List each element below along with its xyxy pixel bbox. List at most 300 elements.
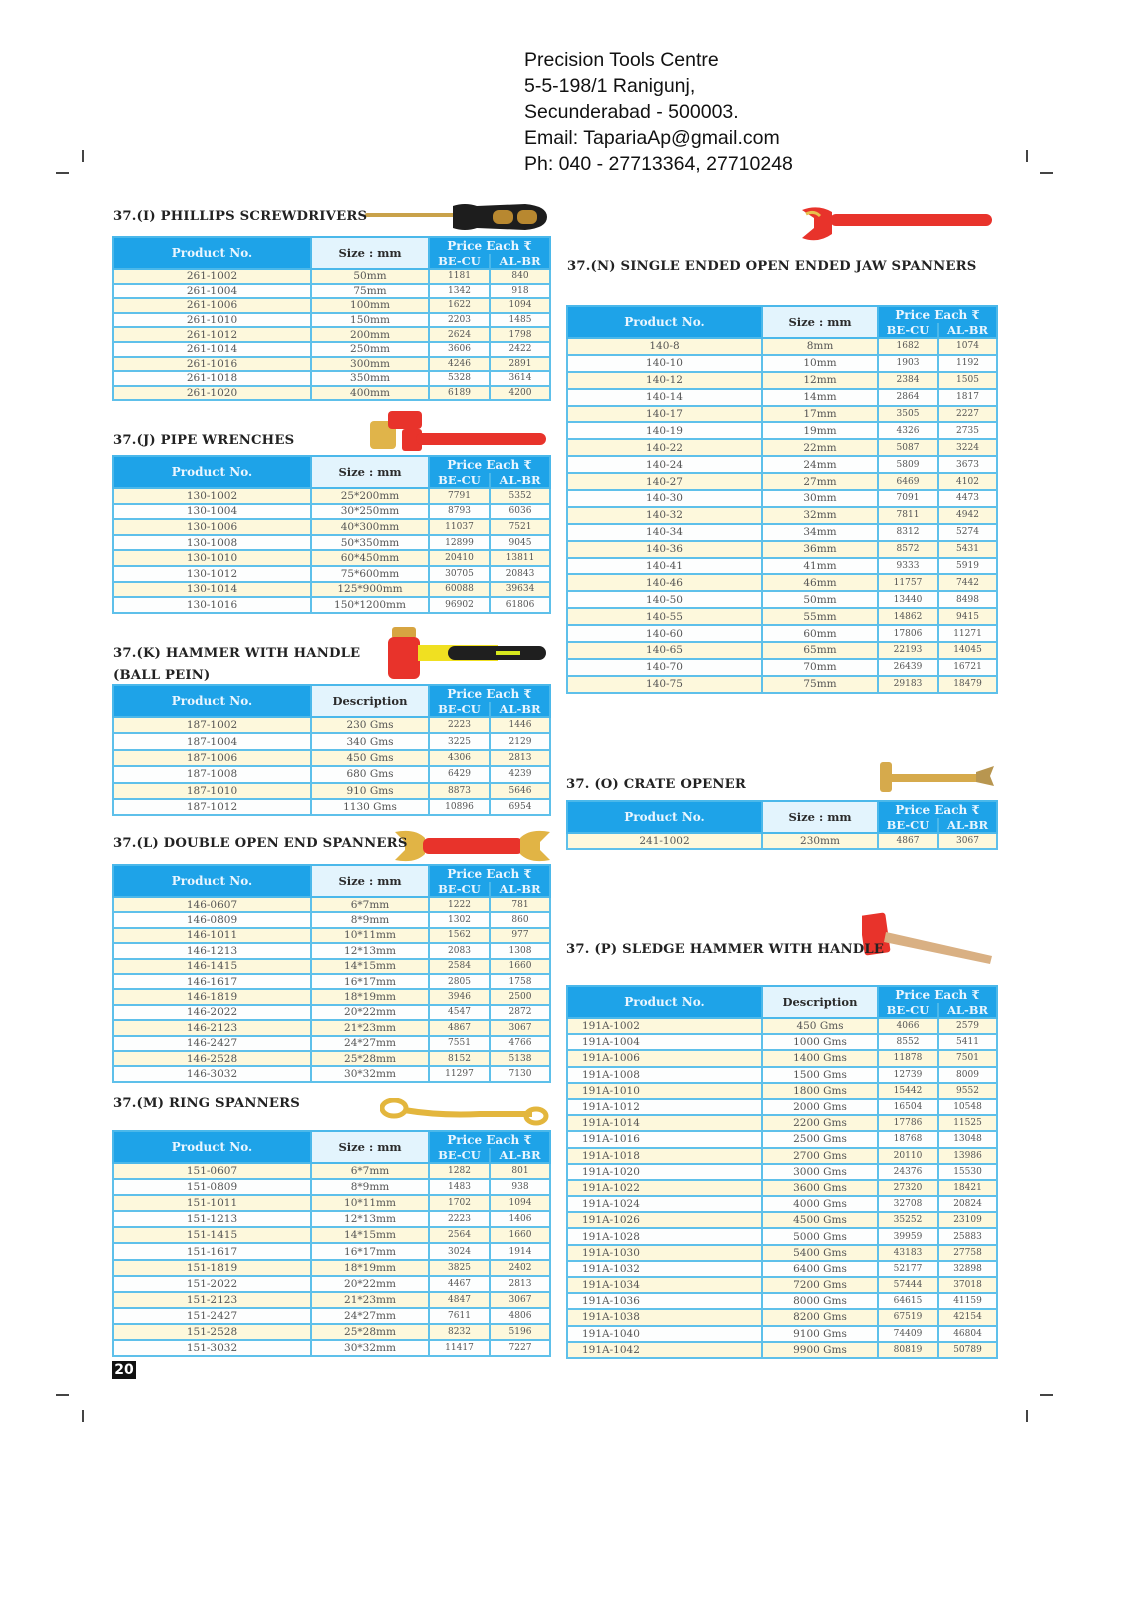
table-row [113, 1324, 550, 1340]
price-al-br-cell: 4200 [490, 386, 550, 401]
table-row [113, 386, 550, 401]
crop-mark [56, 172, 69, 174]
price-al-br-cell: 5646 [490, 783, 550, 799]
size-cell: 19mm [762, 422, 878, 439]
pipe-wrenches-table [112, 455, 551, 614]
price-be-cu-cell: 3606 [429, 342, 490, 357]
size-cell: 30*250mm [311, 504, 429, 520]
price-be-cu-cell: 8552 [878, 1034, 938, 1050]
column-header-al-br: AL-BR [490, 882, 550, 897]
price-be-cu-cell: 39959 [878, 1228, 938, 1244]
column-header-al-br: AL-BR [490, 254, 550, 269]
size-cell: 10mm [762, 355, 878, 372]
table-row [567, 372, 997, 389]
table-row [113, 928, 550, 943]
column-header-al-br: AL-BR [938, 323, 997, 338]
price-be-cu-cell: 43183 [878, 1245, 938, 1261]
product-no-cell: 140-27 [567, 473, 762, 490]
column-header-product-no: Product No. [567, 801, 762, 833]
size-cell: 12*13mm [311, 1211, 429, 1227]
price-al-br-cell: 1192 [938, 355, 997, 372]
section-title-pipe-wrenches: 37.(J) PIPE WRENCHES [113, 433, 295, 448]
size-cell: 27mm [762, 473, 878, 490]
table-row [567, 642, 997, 659]
product-no-cell: 187-1006 [113, 750, 311, 766]
product-no-cell: 191A-1040 [567, 1326, 762, 1342]
table-row [567, 1196, 997, 1212]
product-no-cell: 140-36 [567, 541, 762, 558]
price-al-br-cell: 781 [490, 897, 550, 912]
size-cell: 14mm [762, 389, 878, 406]
column-header-al-br: AL-BR [490, 1148, 550, 1163]
product-no-cell: 151-2528 [113, 1324, 311, 1340]
product-no-cell: 146-2022 [113, 1005, 311, 1020]
price-be-cu-cell: 7611 [429, 1308, 490, 1324]
price-al-br-cell: 13811 [490, 550, 550, 566]
product-no-cell: 146-2528 [113, 1051, 311, 1066]
table-row [113, 504, 550, 520]
product-no-cell: 146-3032 [113, 1066, 311, 1081]
price-al-br-cell: 3673 [938, 456, 997, 473]
size-cell: 50mm [762, 591, 878, 608]
price-be-cu-cell: 4547 [429, 1005, 490, 1020]
table-row [567, 676, 997, 693]
table-row [113, 1308, 550, 1324]
table-row [567, 1115, 997, 1131]
size-cell: 1400 Gms [762, 1050, 878, 1066]
product-no-cell: 191A-1014 [567, 1115, 762, 1131]
price-be-cu-cell: 8793 [429, 504, 490, 520]
product-no-cell: 187-1010 [113, 783, 311, 799]
price-be-cu-cell: 1562 [429, 928, 490, 943]
price-be-cu-cell: 4867 [429, 1020, 490, 1035]
table-row [113, 897, 550, 912]
price-be-cu-cell: 22193 [878, 642, 938, 659]
table-row [113, 269, 550, 284]
price-al-br-cell: 42154 [938, 1309, 997, 1325]
table-row [113, 313, 550, 328]
table-row [113, 959, 550, 974]
price-al-br-cell: 2872 [490, 1005, 550, 1020]
size-cell: 22mm [762, 439, 878, 456]
size-cell: 680 Gms [311, 766, 429, 782]
product-no-cell: 140-17 [567, 406, 762, 423]
price-be-cu-cell: 57444 [878, 1277, 938, 1293]
table-row [567, 1326, 997, 1342]
price-be-cu-cell: 2083 [429, 943, 490, 958]
price-al-br-cell: 2129 [490, 733, 550, 749]
price-be-cu-cell: 4867 [878, 833, 938, 849]
price-be-cu-cell: 1342 [429, 284, 490, 299]
section-title-double-open-end-spanners: 37.(L) DOUBLE OPEN END SPANNERS [113, 836, 408, 851]
price-al-br-cell: 13986 [938, 1148, 997, 1164]
product-no-cell: 261-1016 [113, 357, 311, 372]
price-be-cu-cell: 26439 [878, 659, 938, 676]
price-be-cu-cell: 4847 [429, 1292, 490, 1308]
size-cell: 30*32mm [311, 1340, 429, 1356]
table-row [113, 783, 550, 799]
size-cell: 25*200mm [311, 488, 429, 504]
product-no-cell: 140-24 [567, 456, 762, 473]
price-be-cu-cell: 17786 [878, 1115, 938, 1131]
column-header-description: Description [311, 685, 429, 717]
size-cell: 20*22mm [311, 1276, 429, 1292]
product-no-cell: 140-12 [567, 372, 762, 389]
price-al-br-cell: 9415 [938, 608, 997, 625]
column-header-price-each: Price Each ₹ [429, 865, 550, 882]
size-cell: 17mm [762, 406, 878, 423]
price-be-cu-cell: 15442 [878, 1083, 938, 1099]
size-cell: 250mm [311, 342, 429, 357]
price-al-br-cell: 5138 [490, 1051, 550, 1066]
price-al-br-cell: 1798 [490, 327, 550, 342]
price-be-cu-cell: 2564 [429, 1227, 490, 1243]
price-al-br-cell: 8009 [938, 1067, 997, 1083]
size-cell: 16*17mm [311, 1243, 429, 1259]
price-be-cu-cell: 8572 [878, 541, 938, 558]
product-no-cell: 140-19 [567, 422, 762, 439]
price-al-br-cell: 2422 [490, 342, 550, 357]
column-header-price-each: Price Each ₹ [878, 801, 997, 818]
price-al-br-cell: 13048 [938, 1131, 997, 1147]
price-be-cu-cell: 5087 [878, 439, 938, 456]
product-no-cell: 146-1617 [113, 974, 311, 989]
column-header-price-each: Price Each ₹ [878, 306, 997, 323]
product-no-cell: 130-1006 [113, 519, 311, 535]
table-row [567, 1342, 997, 1358]
table-row [567, 524, 997, 541]
section-subtitle-ball-pein: (BALL PEIN) [113, 668, 211, 683]
price-al-br-cell: 1094 [490, 1195, 550, 1211]
size-cell: 60*450mm [311, 550, 429, 566]
price-be-cu-cell: 8312 [878, 524, 938, 541]
price-al-br-cell: 50789 [938, 1342, 997, 1358]
size-cell: 30*32mm [311, 1066, 429, 1081]
size-cell: 6*7mm [311, 1163, 429, 1179]
product-no-cell: 130-1016 [113, 597, 311, 613]
price-al-br-cell: 3224 [938, 439, 997, 456]
ball-pein-hammer-icon [388, 625, 548, 681]
product-no-cell: 140-22 [567, 439, 762, 456]
table-row [113, 1179, 550, 1195]
product-no-cell: 130-1012 [113, 566, 311, 582]
column-header-be-cu: BE-CU [878, 323, 938, 338]
price-be-cu-cell: 1622 [429, 298, 490, 313]
price-be-cu-cell: 32708 [878, 1196, 938, 1212]
price-al-br-cell: 840 [490, 269, 550, 284]
product-no-cell: 151-1617 [113, 1243, 311, 1259]
column-header-al-br: AL-BR [490, 473, 550, 488]
column-header-al-br: AL-BR [938, 818, 997, 833]
table-row [113, 327, 550, 342]
single-ended-spanners-table [566, 305, 998, 694]
price-al-br-cell: 1406 [490, 1211, 550, 1227]
table-row [113, 1292, 550, 1308]
product-no-cell: 191A-1022 [567, 1180, 762, 1196]
size-cell: 9100 Gms [762, 1326, 878, 1342]
size-cell: 3600 Gms [762, 1180, 878, 1196]
price-al-br-cell: 2735 [938, 422, 997, 439]
size-cell: 20*22mm [311, 1005, 429, 1020]
size-cell: 55mm [762, 608, 878, 625]
size-cell: 340 Gms [311, 733, 429, 749]
price-al-br-cell: 5919 [938, 558, 997, 575]
price-al-br-cell: 1758 [490, 974, 550, 989]
column-header-be-cu: BE-CU [878, 818, 938, 833]
size-cell: 41mm [762, 558, 878, 575]
product-no-cell: 261-1012 [113, 327, 311, 342]
size-cell: 18*19mm [311, 1260, 429, 1276]
price-al-br-cell: 5411 [938, 1034, 997, 1050]
price-al-br-cell: 1660 [490, 1227, 550, 1243]
dealer-address-block [524, 47, 793, 177]
column-header-be-cu: BE-CU [429, 882, 490, 897]
product-no-cell: 151-1011 [113, 1195, 311, 1211]
size-cell: 4000 Gms [762, 1196, 878, 1212]
price-be-cu-cell: 3225 [429, 733, 490, 749]
price-al-br-cell: 46804 [938, 1326, 997, 1342]
price-be-cu-cell: 16504 [878, 1099, 938, 1115]
crop-mark [1026, 150, 1028, 162]
table-row [567, 1018, 997, 1034]
price-al-br-cell: 7501 [938, 1050, 997, 1066]
product-no-cell: 191A-1004 [567, 1034, 762, 1050]
table-row [113, 799, 550, 815]
product-no-cell: 140-65 [567, 642, 762, 659]
price-be-cu-cell: 11878 [878, 1050, 938, 1066]
price-be-cu-cell: 8873 [429, 783, 490, 799]
price-al-br-cell: 1505 [938, 372, 997, 389]
price-be-cu-cell: 35252 [878, 1212, 938, 1228]
size-cell: 230 Gms [311, 717, 429, 733]
size-cell: 25*28mm [311, 1051, 429, 1066]
table-row [567, 439, 997, 456]
column-header-al-br: AL-BR [938, 1003, 997, 1018]
table-row [113, 974, 550, 989]
table-row [567, 1228, 997, 1244]
column-header-price-each: Price Each ₹ [429, 685, 550, 702]
price-be-cu-cell: 8232 [429, 1324, 490, 1340]
table-row [567, 456, 997, 473]
price-be-cu-cell: 4246 [429, 357, 490, 372]
price-al-br-cell: 4473 [938, 490, 997, 507]
price-al-br-cell: 16721 [938, 659, 997, 676]
ring-spanner-icon [380, 1098, 550, 1126]
price-al-br-cell: 7442 [938, 574, 997, 591]
price-al-br-cell: 918 [490, 284, 550, 299]
price-be-cu-cell: 11037 [429, 519, 490, 535]
table-row [567, 608, 997, 625]
product-no-cell: 261-1002 [113, 269, 311, 284]
table-row [567, 1261, 997, 1277]
product-no-cell: 151-0607 [113, 1163, 311, 1179]
product-no-cell: 187-1012 [113, 799, 311, 815]
product-no-cell: 140-14 [567, 389, 762, 406]
product-no-cell: 140-8 [567, 338, 762, 355]
price-be-cu-cell: 80819 [878, 1342, 938, 1358]
price-be-cu-cell: 4306 [429, 750, 490, 766]
size-cell: 5000 Gms [762, 1228, 878, 1244]
phillips-screwdrivers-table [112, 236, 551, 401]
product-no-cell: 151-2022 [113, 1276, 311, 1292]
table-row [113, 1195, 550, 1211]
size-cell: 450 Gms [762, 1018, 878, 1034]
column-header-product-no: Product No. [567, 986, 762, 1018]
product-no-cell: 130-1010 [113, 550, 311, 566]
size-cell: 21*23mm [311, 1292, 429, 1308]
price-be-cu-cell: 67519 [878, 1309, 938, 1325]
price-al-br-cell: 27758 [938, 1245, 997, 1261]
section-title-ring-spanners: 37.(M) RING SPANNERS [113, 1096, 301, 1111]
double-open-end-spanners-table [112, 864, 551, 1083]
size-cell: 3000 Gms [762, 1164, 878, 1180]
column-header-be-cu: BE-CU [429, 254, 490, 269]
price-al-br-cell: 11271 [938, 625, 997, 642]
price-al-br-cell: 7130 [490, 1066, 550, 1081]
product-no-cell: 261-1020 [113, 386, 311, 401]
table-row [567, 659, 997, 676]
column-header-be-cu: BE-CU [429, 473, 490, 488]
price-be-cu-cell: 20110 [878, 1148, 938, 1164]
size-cell: 70mm [762, 659, 878, 676]
price-al-br-cell: 25883 [938, 1228, 997, 1244]
price-be-cu-cell: 3946 [429, 989, 490, 1004]
price-be-cu-cell: 4066 [878, 1018, 938, 1034]
price-be-cu-cell: 7091 [878, 490, 938, 507]
size-cell: 150*1200mm [311, 597, 429, 613]
size-cell: 8000 Gms [762, 1293, 878, 1309]
price-be-cu-cell: 6469 [878, 473, 938, 490]
product-no-cell: 140-46 [567, 574, 762, 591]
price-al-br-cell: 18421 [938, 1180, 997, 1196]
size-cell: 60mm [762, 625, 878, 642]
column-header-size: Size : mm [311, 237, 429, 269]
column-header-product-no: Product No. [113, 685, 311, 717]
price-be-cu-cell: 2584 [429, 959, 490, 974]
price-be-cu-cell: 2223 [429, 717, 490, 733]
table-row [567, 574, 997, 591]
price-al-br-cell: 11525 [938, 1115, 997, 1131]
product-no-cell: 151-1819 [113, 1260, 311, 1276]
table-row [113, 1005, 550, 1020]
double-open-spanner-icon [395, 828, 550, 864]
price-be-cu-cell: 17806 [878, 625, 938, 642]
table-row [113, 566, 550, 582]
price-be-cu-cell: 2864 [878, 389, 938, 406]
column-header-size: Size : mm [311, 1131, 429, 1163]
size-cell: 6400 Gms [762, 1261, 878, 1277]
product-no-cell: 151-0809 [113, 1179, 311, 1195]
table-row [113, 1051, 550, 1066]
size-cell: 75*600mm [311, 566, 429, 582]
size-cell: 12*13mm [311, 943, 429, 958]
product-no-cell: 146-1011 [113, 928, 311, 943]
table-row [113, 1066, 550, 1081]
price-be-cu-cell: 6189 [429, 386, 490, 401]
table-row [113, 535, 550, 551]
price-al-br-cell: 3067 [490, 1292, 550, 1308]
product-no-cell: 140-70 [567, 659, 762, 676]
price-al-br-cell: 1660 [490, 959, 550, 974]
price-be-cu-cell: 96902 [429, 597, 490, 613]
price-al-br-cell: 10548 [938, 1099, 997, 1115]
price-be-cu-cell: 1302 [429, 912, 490, 927]
product-no-cell: 191A-1026 [567, 1212, 762, 1228]
price-be-cu-cell: 4326 [878, 422, 938, 439]
email-text: Email: TapariaAp@gmail.com [524, 127, 780, 149]
price-al-br-cell: 2402 [490, 1260, 550, 1276]
price-be-cu-cell: 18768 [878, 1131, 938, 1147]
price-al-br-cell: 1094 [490, 298, 550, 313]
product-no-cell: 261-1014 [113, 342, 311, 357]
size-cell: 46mm [762, 574, 878, 591]
price-al-br-cell: 1485 [490, 313, 550, 328]
table-row [113, 1340, 550, 1356]
table-row [567, 625, 997, 642]
product-no-cell: 191A-1006 [567, 1050, 762, 1066]
table-row [113, 284, 550, 299]
table-row [567, 1180, 997, 1196]
price-al-br-cell: 37018 [938, 1277, 997, 1293]
column-header-size: Size : mm [311, 456, 429, 488]
size-cell: 100mm [311, 298, 429, 313]
price-be-cu-cell: 4467 [429, 1276, 490, 1292]
crop-mark [82, 1410, 84, 1422]
page-number: 20 [112, 1361, 136, 1379]
price-be-cu-cell: 9333 [878, 558, 938, 575]
table-row [113, 597, 550, 613]
price-be-cu-cell: 1282 [429, 1163, 490, 1179]
price-be-cu-cell: 6429 [429, 766, 490, 782]
price-be-cu-cell: 20410 [429, 550, 490, 566]
table-row [567, 1277, 997, 1293]
product-no-cell: 261-1010 [113, 313, 311, 328]
size-cell: 40*300mm [311, 519, 429, 535]
table-row [567, 1050, 997, 1066]
column-header-description: Description [762, 986, 878, 1018]
product-no-cell: 140-41 [567, 558, 762, 575]
sledge-hammer-icon [862, 912, 997, 967]
table-row [113, 717, 550, 733]
price-al-br-cell: 15530 [938, 1164, 997, 1180]
product-no-cell: 191A-1024 [567, 1196, 762, 1212]
size-cell: 8*9mm [311, 1179, 429, 1195]
size-cell: 350mm [311, 371, 429, 386]
size-cell: 6*7mm [311, 897, 429, 912]
product-no-cell: 130-1008 [113, 535, 311, 551]
price-al-br-cell: 6036 [490, 504, 550, 520]
product-no-cell: 130-1004 [113, 504, 311, 520]
table-row [113, 750, 550, 766]
crop-mark [82, 150, 84, 162]
size-cell: 14*15mm [311, 1227, 429, 1243]
crate-opener-table [566, 800, 998, 850]
table-row [113, 342, 550, 357]
product-no-cell: 140-60 [567, 625, 762, 642]
product-no-cell: 187-1002 [113, 717, 311, 733]
product-no-cell: 140-50 [567, 591, 762, 608]
price-al-br-cell: 39634 [490, 582, 550, 598]
table-row [567, 558, 997, 575]
size-cell: 8*9mm [311, 912, 429, 927]
table-row [567, 473, 997, 490]
price-al-br-cell: 1308 [490, 943, 550, 958]
price-al-br-cell: 6954 [490, 799, 550, 815]
price-al-br-cell: 5274 [938, 524, 997, 541]
price-be-cu-cell: 10896 [429, 799, 490, 815]
size-cell: 200mm [311, 327, 429, 342]
address-line-2: Secunderabad - 500003. [524, 101, 739, 123]
